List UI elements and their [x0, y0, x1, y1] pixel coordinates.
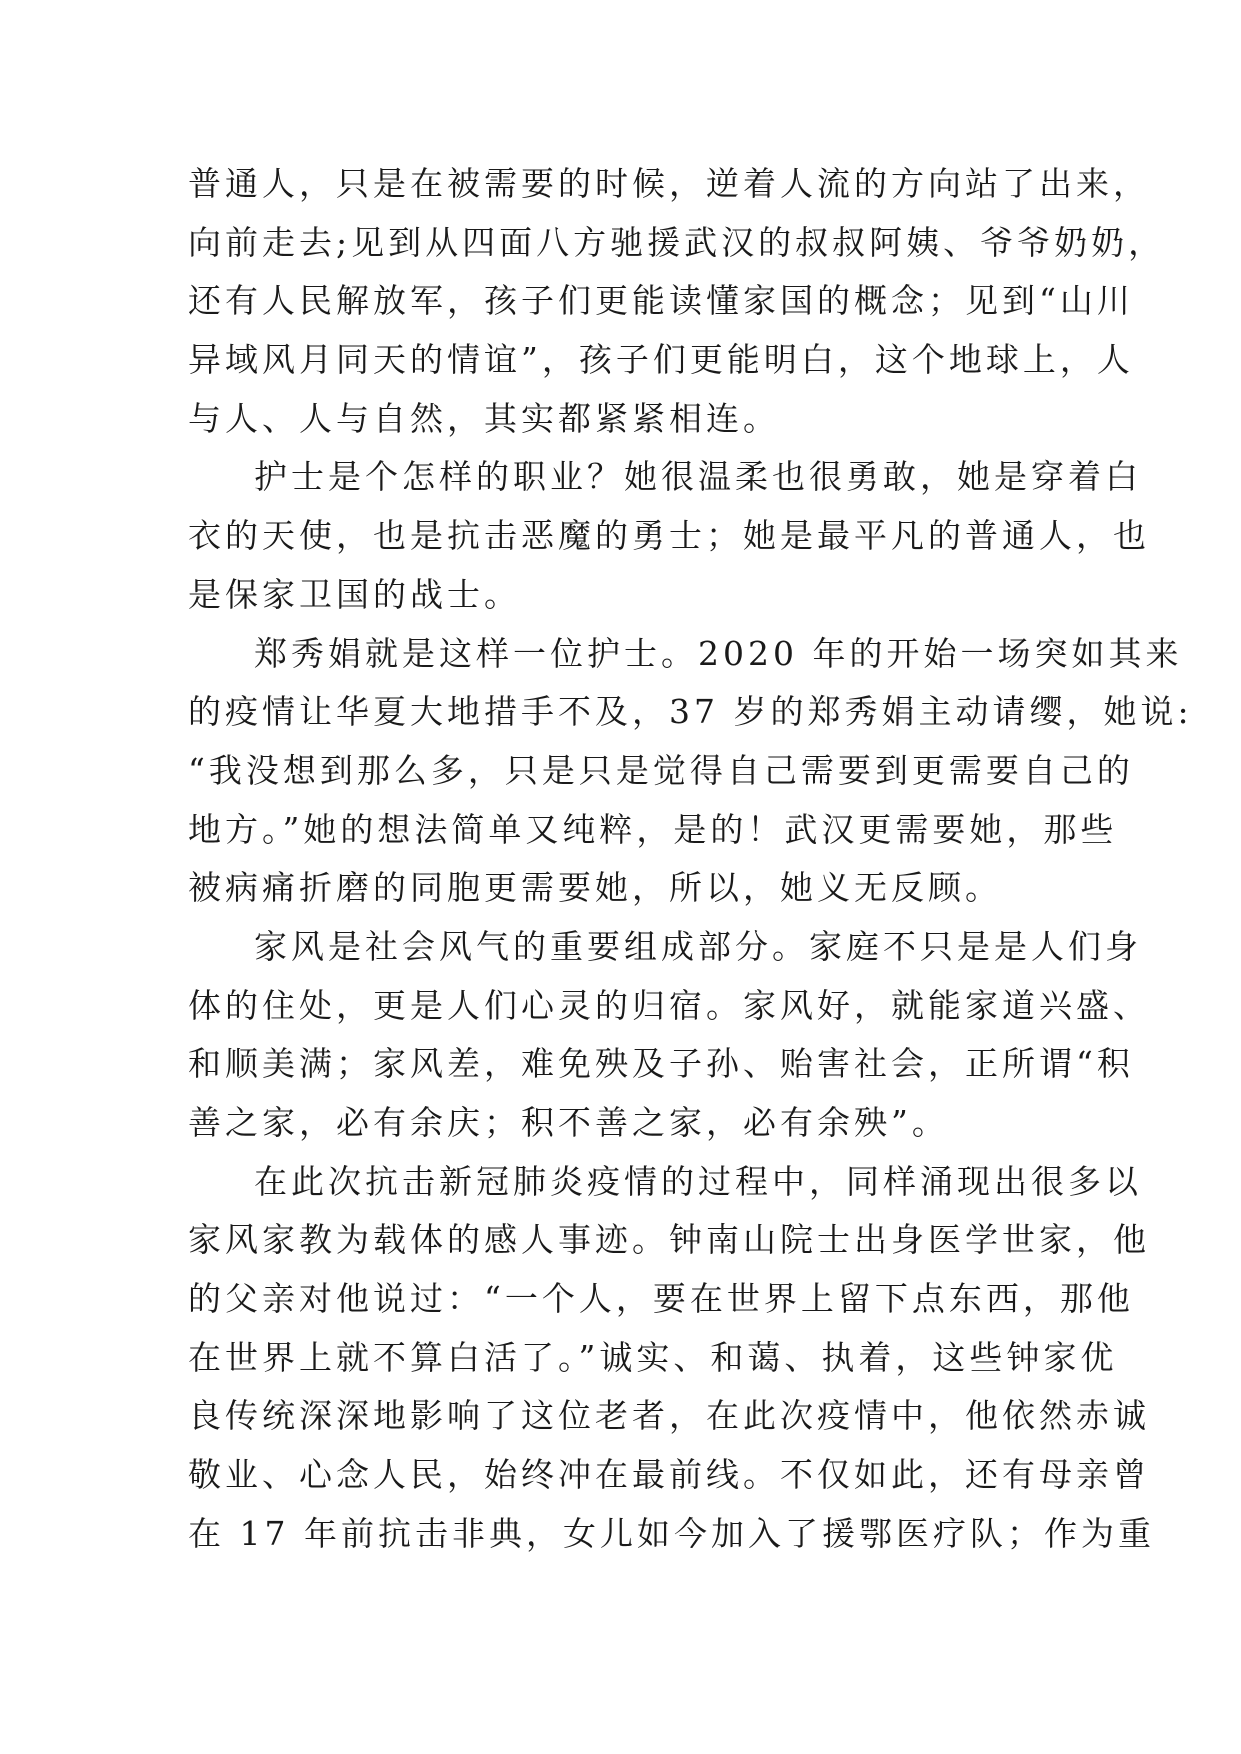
text-line: 普通人，只是在被需要的时候，逆着人流的方向站了出来， [188, 164, 1150, 203]
text-line: 地方。”她的想法简单又纯粹，是的！武汉更需要她，那些 [188, 809, 1118, 849]
text-line: 良传统深深地影响了这位老者，在此次疫情中，他依然赤诚 [188, 1396, 1150, 1436]
text-line: 还有人民解放军，孩子们更能读懂家国的概念；见到“山川 [188, 281, 1134, 321]
paragraph-start-line: 家风是社会风气的重要组成部分。家庭不只是是人们身 [254, 926, 1142, 966]
text-line: 被病痛折磨的同胞更需要她，所以，她义无反顾。 [188, 868, 1002, 908]
text-line: 家风家教为载体的感人事迹。钟南山院士出身医学世家，他 [188, 1220, 1150, 1260]
text-line: 善之家，必有余庆；积不善之家，必有余殃”。 [188, 1103, 949, 1142]
text-line: 敬业、心念人民，始终冲在最前线。不仅如此，还有母亲曾 [188, 1455, 1150, 1495]
paragraph-start-line: 在此次抗击新冠肺炎疫情的过程中，同样涌现出很多以 [254, 1161, 1142, 1201]
text-line: 和顺美满；家风差，难免殃及子孙、贻害社会，正所谓“积 [188, 1044, 1134, 1084]
paragraph-start-line: 郑秀娟就是这样一位护士。2020 年的开始一场突如其来 [254, 633, 1183, 673]
text-line: 是保家卫国的战士。 [188, 574, 521, 614]
text-line: 体的住处，更是人们心灵的归宿。家风好，就能家道兴盛、 [188, 985, 1150, 1025]
text-line: “我没想到那么多，只是只是觉得自己需要到更需要自己的 [188, 750, 1134, 790]
text-line: 衣的天使，也是抗击恶魔的勇士；她是最平凡的普通人，也 [188, 516, 1150, 556]
text-line: 异域风月同天的情谊”，孩子们更能明白，这个地球上，人 [188, 340, 1134, 380]
text-line: 向前走去;见到从四面八方驰援武汉的叔叔阿姨、爷爷奶奶， [188, 222, 1166, 262]
text-line: 在 17 年前抗击非典，女儿如今加入了援鄂医疗队；作为重 [188, 1513, 1155, 1553]
text-line: 的父亲对他说过：“一个人，要在世界上留下点东西，那他 [188, 1279, 1134, 1319]
text-line: 在世界上就不算白活了。”诚实、和蔼、执着，这些钟家优 [188, 1337, 1118, 1377]
text-line: 的疫情让华夏大地措手不及，37 岁的郑秀娟主动请缨，她说: [188, 692, 1193, 732]
paragraph-start-line: 护士是个怎样的职业？她很温柔也很勇敢，她是穿着白 [254, 457, 1142, 497]
document-body [188, 155, 1193, 1564]
text-line: 与人、人与自然，其实都紧紧相连。 [188, 398, 780, 438]
